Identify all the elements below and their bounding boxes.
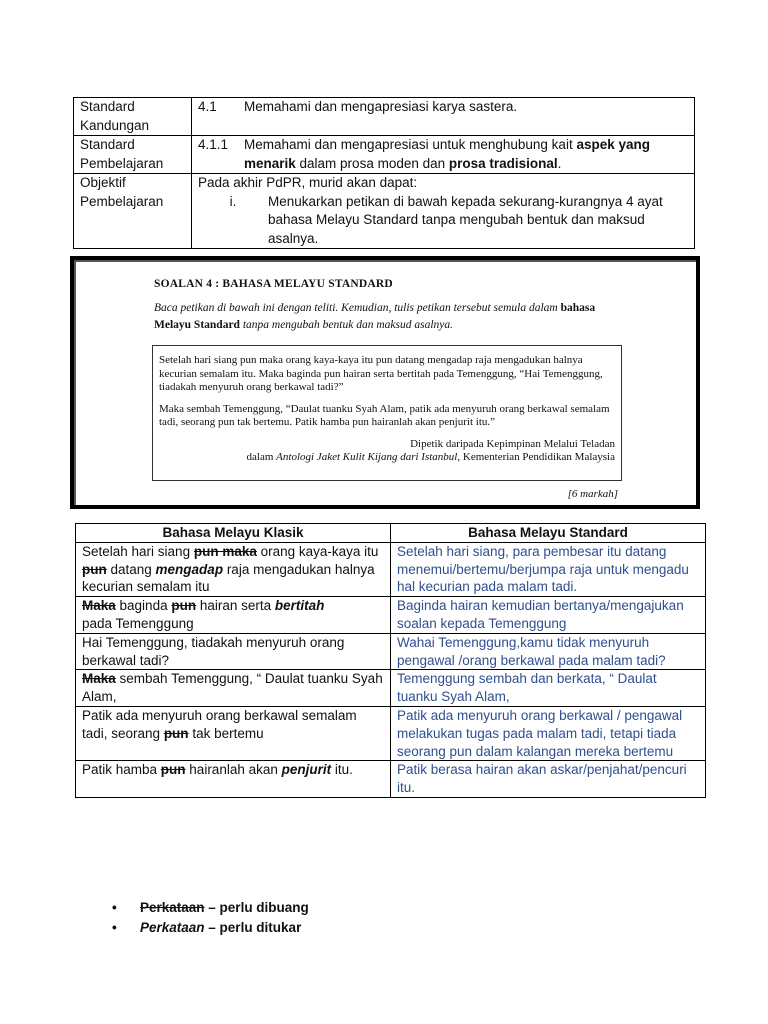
info-label: Standard Kandungan [74,98,192,136]
legend-list [112,898,309,938]
standard-cell: Patik berasa hairan akan askar/penjahat/pencuri itu. [391,761,706,798]
standard-cell: Wahai Temenggung,kamu tidak menyuruh pengawal /orang berkawal pada malam tadi? [391,633,706,670]
info-num: 4.1 [198,99,217,114]
bullet-icon: • [112,900,117,915]
info-value [192,174,695,249]
classic-cell: Hai Temenggung, tiadakah menyuruh orang berkawal tadi? [76,633,391,670]
info-value [192,98,695,136]
list-item: • Perkataan – perlu dibuang [112,898,309,918]
table-row [76,542,706,596]
passage-source: Dipetik daripada Kepimpinan Melalui Teladan dalam Antologi Jaket Kulit Kijang dari Istanbul, Kementerian Pendidikan Malaysia [246,437,615,463]
standard-cell: Baginda hairan kemudian bertanya/mengajukan soalan kepada Temenggung [391,597,706,634]
objective-num: i. [229,193,237,209]
table-row [76,706,706,760]
table-row [76,670,706,707]
info-text: Memahami dan mengapresiasi karya sastera. [244,99,518,114]
objective-text: Menukarkan petikan di bawah kepada sekurang-kurangnya 4 ayat bahasa Melayu Standard tanpa mengubah bentuk dan maksud asalnya. [268,193,663,246]
passage-paragraph: Maka sembah Temenggung, “Daulat tuanku Syah Alam, patik ada menyuruh orang berkawal semalam tadi, seorang pun tak bertemu. Patik hamba pun hairanlah akan penjurit itu.” [159,402,610,428]
info-value [192,136,695,174]
info-label: Standard Pembelajaran [74,136,192,174]
bullet-icon: • [112,920,117,935]
passage-box [152,345,622,481]
question-image [70,256,700,509]
standard-cell: Patik ada menyuruh orang berkawal / pengawal melakukan tugas pada malam tadi, tetapi tiada seorang pun dalam kalangan mereka bertemu [391,706,706,760]
list-item: • Perkataan – perlu ditukar [112,918,309,938]
info-label: Objektif Pembelajaran [74,174,192,249]
standard-cell: Setelah hari siang, para pembesar itu datang menemui/bertemu/berjumpa raja untuk mengadu hal kecurian pada malam tadi. [391,542,706,596]
passage-paragraph: Setelah hari siang pun maka orang kaya-kaya itu pun datang mengadap raja mengadukan halnya kecurian semalam itu. Maka baginda pun hairan serta bertitah pada Temenggung, “Hai Temenggung, tiadakah menyuruh orang berkawal tadi?” [159,354,603,393]
column-header-classic: Bahasa Melayu Klasik [76,524,391,543]
info-num: 4.1.1 [198,137,229,152]
table-row [76,597,706,634]
question-instructions: Baca petikan di bawah ini dengan teliti. Kemudian, tulis petikan tersebut semula dalam bahasa Melayu Standard tanpa mengubah bentuk dan maksud asalnya. [154,302,596,331]
column-header-standard: Bahasa Melayu Standard [391,524,706,543]
table-row [76,761,706,798]
info-row [74,174,695,249]
classic-cell: Maka baginda pun hairan serta bertitah pada Temenggung [76,597,391,634]
marks-label: [6 markah] [567,488,618,500]
classic-cell: Patik hamba pun hairanlah akan penjurit itu. [76,761,391,798]
standard-cell: Temenggung sembah dan berkata, “ Daulat tuanku Syah Alam, [391,670,706,707]
table-row [76,633,706,670]
info-row [74,136,695,174]
lesson-info-table [73,97,695,249]
question-title: SOALAN 4 : BAHASA MELAYU STANDARD [154,278,393,290]
classic-cell: Patik ada menyuruh orang berkawal semalam tadi, seorang pun tak bertemu [76,706,391,760]
objective-intro: Pada akhir PdPR, murid akan dapat: [198,175,418,190]
classic-cell: Maka sembah Temenggung, “ Daulat tuanku Syah Alam, [76,670,391,707]
comparison-table [75,523,706,798]
info-text: Memahami dan mengapresiasi untuk menghubung kait aspek yang menarik dalam prosa moden dan prosa tradisional. [244,137,650,171]
table-header-row [76,524,706,543]
info-row [74,98,695,136]
classic-cell: Setelah hari siang pun maka orang kaya-kaya itu pun datang mengadap raja mengadukan halnya kecurian semalam itu [76,542,391,596]
